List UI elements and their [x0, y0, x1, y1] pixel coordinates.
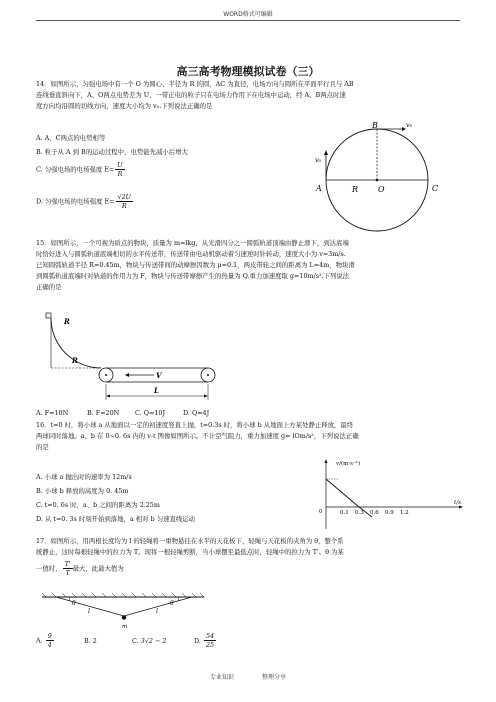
line-a: [326, 479, 359, 507]
q15-stem-line: 到圆弧轨道底端时对轨道的作用力为 F，物块与传送带摩擦产生的热量为 Q.重力加速度取 g=10m/s².下列说法: [36, 272, 350, 280]
q15-conveyor-figure: [36, 304, 246, 408]
fraction-numerator: 9: [47, 632, 52, 640]
origin-label: 0: [319, 509, 323, 515]
block: [46, 313, 51, 318]
q17-option-c: [132, 636, 194, 647]
footer-right: 整理分享: [262, 674, 287, 681]
label-v: V: [156, 371, 162, 380]
q17-stem-line: 17．如图所示，用两根长度均为 l 的轻绳将一重物悬挂在水平的天花板下，轻绳与天花板的夹角为 θ，整个系: [36, 537, 344, 545]
label-m: m: [122, 624, 128, 630]
q14-option-b: B. 粒子从 A 到 B的运动过程中，电势能先减小后增大: [36, 148, 188, 156]
tick-label: 0.3: [355, 510, 364, 516]
tick-label: 1.2: [400, 510, 409, 516]
label-theta-left: θ: [72, 600, 76, 607]
q16-option-a: A. 小球 a 抛出时的速率为 12m/s: [36, 473, 132, 481]
label-b: B: [372, 121, 378, 130]
q14-option-c-fraction: [115, 161, 124, 178]
label-l-left: l: [88, 608, 90, 615]
page-title: 高三高考物理模拟试卷（三）: [176, 65, 320, 78]
q17-option-b: B. 2: [84, 636, 97, 645]
q16-stem-line: 的是: [36, 443, 49, 451]
q14-option-d-fraction: [116, 193, 134, 210]
rope-left: [56, 597, 124, 616]
q16-vt-graph: [312, 455, 468, 533]
q17-option-d-fraction: [204, 632, 216, 649]
q16-stem: [36, 420, 466, 453]
ceiling-hatch: [42, 593, 204, 597]
q16-option-d: D. 从 t=0. 3s 时刻开始到落地，a 相对 b 匀速直线运动: [36, 515, 196, 523]
fraction-denominator: R: [117, 170, 123, 178]
q15-stem: [36, 238, 466, 293]
q14-option-a: A. A、C两点的电势相等: [36, 134, 106, 142]
q15-options: [36, 408, 276, 419]
q14-stem-line: 度方向均沿圆的切线方向，速度大小均为 v₀.下列说法正确的是: [36, 102, 213, 110]
q17-option-d-label: D.: [194, 636, 201, 645]
pulley-right-axle: [207, 374, 209, 376]
v-axis-arrow: [325, 459, 328, 463]
q16-option-b: B. 小球 b 释放的高度为 0. 45m: [36, 487, 129, 495]
label-l: L: [154, 386, 159, 395]
q17-line3-end: 最大，此最大值为: [72, 564, 124, 573]
fraction-denominator: 25: [205, 641, 215, 649]
belt-velocity-arrowhead: [125, 373, 129, 377]
q17-rope-figure: [36, 591, 216, 631]
q15-option-b: B. F=20N: [87, 409, 120, 417]
q17-option-a-fraction: [46, 632, 54, 649]
label-r-horizontal: R: [72, 356, 78, 365]
fraction-numerator: T': [64, 560, 71, 568]
q15-option-a: A. F=10N: [36, 409, 69, 417]
q15-stem-line: 已知圆弧轨道半径 R=0.45m，物块与传送带间的动摩擦因数为 μ=0.1，两皮带轮之间的距离为 L=4m，物块滑: [36, 261, 355, 269]
fraction-numerator: U: [117, 161, 123, 169]
fraction-denominator: T: [65, 569, 70, 577]
pulley-left-axle: [105, 374, 107, 376]
q17-line3-start: 一值时，: [36, 564, 62, 573]
label-c: C: [432, 184, 439, 193]
label-l-right: l: [156, 608, 158, 615]
q16-stem-line: 16．t=0 时，将小球 a 从地面以一定的初速度竖直上抛，t=0.3s 时，将小球 b 从地面上方某处静止释放，最终: [36, 421, 354, 429]
q14-stem-line: 14．如图所示，匀强电场中有一个 O 为圆心、半径为 R 的圆，AC 为直径，电场方向与圆所在平面平行且与 AB: [36, 80, 354, 88]
q17-stem-line3: [36, 560, 124, 577]
tick-label: 0.6: [370, 510, 379, 516]
fraction-numerator: √2U: [117, 193, 132, 201]
q16-stem-line: 两球同时落地。a、b 在 0~0. 6s 内的 v-t 图像如图所示。不计空气阻力，重力加速度 g= lOm/s²，下列说法正确: [36, 432, 359, 440]
q17-stem-line: 统静止，这时每根轻绳中的拉力为 T。现将一根轻绳剪断，当小球摆至最低点时，轻绳中的拉力为 T'。θ 为某: [36, 548, 344, 556]
label-o: O: [378, 185, 385, 194]
q14-option-c-label: C. 匀强电场的电场强度 E=: [36, 165, 115, 174]
label-a: A: [316, 184, 322, 193]
q15-option-d: D. Q=4J: [183, 409, 210, 417]
q17-option-d: [194, 632, 216, 649]
page-footer: [0, 672, 496, 681]
label-v0-a: v₀: [315, 156, 322, 164]
arrowhead-a: [324, 150, 328, 155]
fraction-denominator: R: [121, 202, 127, 210]
q17-stem: [36, 536, 466, 558]
label-r-vertical: R: [64, 317, 70, 326]
q17-options: [36, 632, 276, 649]
footer-left: 专业知识: [209, 674, 234, 681]
q17-option-c-value: 3√2 − 2: [140, 636, 167, 645]
q15-stem-line: 15．如图所示，一个可视为质点的物块，质量为 m=lkg，从光滑四分之一圆弧轨道顶端由静止滑下，到达底端: [36, 239, 349, 247]
v-axis-label: v/(m·s⁻¹): [336, 461, 361, 467]
q17-option-c-label: C.: [132, 636, 139, 645]
q17-option-a: [36, 632, 84, 649]
t-axis-label: t/s: [454, 500, 461, 506]
label-v0-b: v₀: [406, 121, 413, 129]
q14-option-c: [36, 161, 125, 178]
page-header: WORD格式可编辑: [223, 11, 273, 18]
header-divider: [36, 20, 460, 21]
weight: [122, 615, 126, 619]
q14-stem: [36, 79, 466, 112]
fraction-numerator: 54: [205, 632, 215, 640]
tick-label: 0.1: [340, 510, 349, 516]
q14-option-d: [36, 193, 133, 210]
angle-arc-right: [178, 597, 179, 601]
q14-stem-line: 连线垂直斜向下，A、O两点电势差为 U，一带正电的粒子只在电场力作用下在电场中运动，经 A、B两点时速: [36, 91, 346, 99]
label-theta-right: θ: [170, 600, 174, 607]
q14-circle-figure: [310, 118, 460, 236]
label-r: R: [352, 185, 359, 194]
dim-arrow-right: [204, 395, 208, 398]
tick-label: 0.9: [385, 510, 394, 516]
q15-stem-line: 正确的是: [36, 283, 62, 291]
q17-ratio: [63, 560, 73, 577]
q17-option-a-label: A.: [36, 636, 43, 645]
fraction-denominator: 4: [47, 641, 52, 649]
q16-option-c: C. t=0. 6s 时，a、b 之间的距离为 2.25m: [36, 501, 160, 509]
q14-option-d-label: D. 匀强电场的电场强度 E=: [36, 197, 115, 206]
dim-arrow-left: [106, 395, 110, 398]
angle-arc-left: [69, 597, 70, 601]
center-point: [376, 179, 379, 182]
q15-option-c: C. Q=10J: [135, 409, 166, 417]
rope-right: [124, 597, 192, 616]
q15-stem-line: 时恰好进入与圆弧轨道底端相切的水平传送带，传送带由电动机驱动着匀速逆时针转动，速度大小为 v=3m/s.: [36, 250, 346, 258]
